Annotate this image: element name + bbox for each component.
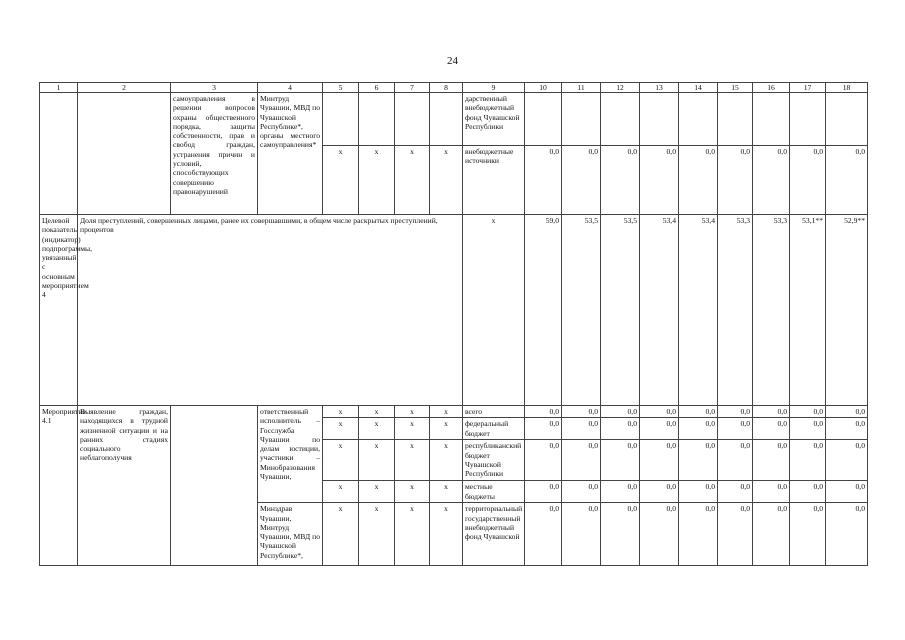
empty-cell	[171, 406, 258, 566]
table-cell: x	[359, 440, 395, 481]
value-cell: 0,0	[601, 406, 640, 418]
value-cell: 0,0	[525, 503, 562, 566]
header-cell: 11	[562, 83, 601, 93]
table-cell: x	[395, 146, 430, 215]
header-cell: 8	[430, 83, 463, 93]
table-row	[40, 93, 868, 146]
value-cell	[753, 93, 790, 146]
value-cell: 53,5	[562, 215, 601, 406]
value-cell: 0,0	[601, 503, 640, 566]
table-cell: x	[430, 440, 463, 481]
source-cell: местные бюджеты	[463, 481, 525, 503]
header-cell: 4	[258, 83, 323, 93]
value-cell: 0,0	[525, 440, 562, 481]
header-row	[40, 83, 868, 93]
value-cell: 0,0	[826, 146, 868, 215]
value-cell: 0,0	[753, 418, 790, 440]
value-cell: 0,0	[562, 481, 601, 503]
value-cell: 0,0	[718, 418, 753, 440]
value-cell: 0,0	[753, 406, 790, 418]
value-cell: 0,0	[640, 146, 679, 215]
value-cell: 0,0	[718, 481, 753, 503]
source-cell: федеральный бюджет	[463, 418, 525, 440]
value-cell: 0,0	[679, 406, 718, 418]
empty-cell	[40, 93, 78, 215]
value-cell: 53,3	[753, 215, 790, 406]
value-cell: 53,4	[640, 215, 679, 406]
executor-cell: ответственный исполнитель – Госслужба Чувашии по делам юстиции, участники – Минобразования Чувашии,	[258, 406, 323, 503]
table-cell: x	[395, 503, 430, 566]
header-cell: 1	[40, 83, 78, 93]
value-cell: 59,0	[525, 215, 562, 406]
header-cell: 16	[753, 83, 790, 93]
value-cell: 0,0	[525, 406, 562, 418]
header-cell: 14	[679, 83, 718, 93]
executor-cell: Минздрав Чувашии, Минтруд Чувашии, МВД по Чувашской Республике*,	[258, 503, 323, 566]
value-cell: 52,9**	[826, 215, 868, 406]
value-cell: 0,0	[562, 406, 601, 418]
value-cell: 0,0	[790, 146, 826, 215]
value-cell: 0,0	[640, 418, 679, 440]
value-cell: 53,1**	[790, 215, 826, 406]
table-cell: x	[323, 406, 359, 418]
table-cell: x	[359, 406, 395, 418]
value-cell: 0,0	[601, 146, 640, 215]
source-cell: внебюджетные источники	[463, 146, 525, 215]
value-cell: 0,0	[718, 503, 753, 566]
value-cell: 0,0	[640, 440, 679, 481]
value-cell: 0,0	[826, 481, 868, 503]
value-cell: 0,0	[753, 440, 790, 481]
table-cell: x	[430, 418, 463, 440]
header-cell: 3	[171, 83, 258, 93]
value-cell	[562, 93, 601, 146]
table-cell: x	[359, 418, 395, 440]
source-cell: республиканский бюджет Чувашской Республики	[463, 440, 525, 481]
value-cell: 0,0	[679, 418, 718, 440]
table-cell: x	[359, 146, 395, 215]
source-cell: x	[463, 215, 525, 406]
value-cell: 0,0	[601, 440, 640, 481]
page-number: 24	[447, 55, 458, 67]
value-cell: 0,0	[525, 146, 562, 215]
value-cell: 0,0	[753, 481, 790, 503]
header-cell: 6	[359, 83, 395, 93]
value-cell: 0,0	[640, 481, 679, 503]
value-cell	[601, 93, 640, 146]
table-cell: x	[323, 418, 359, 440]
header-cell: 9	[463, 83, 525, 93]
table-cell: x	[395, 406, 430, 418]
value-cell: 0,0	[790, 440, 826, 481]
value-cell: 0,0	[601, 481, 640, 503]
table-cell	[430, 93, 463, 146]
value-cell: 0,0	[718, 440, 753, 481]
value-cell	[679, 93, 718, 146]
value-cell: 0,0	[826, 503, 868, 566]
value-cell: 53,3	[718, 215, 753, 406]
header-cell: 17	[790, 83, 826, 93]
table-cell: x	[359, 503, 395, 566]
table-cell: x	[323, 481, 359, 503]
table-cell: x	[395, 418, 430, 440]
source-cell: территориальный государственный внебюджетный фонд Чувашской	[463, 503, 525, 566]
value-cell: 0,0	[525, 481, 562, 503]
value-cell: 0,0	[562, 146, 601, 215]
table-cell: x	[430, 406, 463, 418]
table-cell: x	[430, 146, 463, 215]
value-cell: 0,0	[718, 146, 753, 215]
header-cell: 5	[323, 83, 359, 93]
executor-cell: Минтруд Чувашии, МВД по Чувашской Республике*, органы местного самоуправления*	[258, 93, 323, 215]
source-cell: дарственный внебюджетный фонд Чувашской Республики	[463, 93, 525, 146]
value-cell: 0,0	[525, 418, 562, 440]
value-cell: 0,0	[826, 406, 868, 418]
header-cell: 2	[78, 83, 171, 93]
value-cell: 0,0	[790, 503, 826, 566]
value-cell: 0,0	[640, 406, 679, 418]
indicator-text: Доля преступлений, совершенных лицами, ранее их совершавшими, в общем числе раскрытых преступлений, процентов	[78, 215, 463, 406]
value-cell	[826, 93, 868, 146]
value-cell: 0,0	[562, 503, 601, 566]
value-cell: 0,0	[601, 418, 640, 440]
value-cell: 0,0	[640, 503, 679, 566]
description-cell: самоуправления в решении вопросов охраны общественного порядка, защиты собственности, прав и свобод граждан, устранения причин и условий, способствующих совершению правонарушений	[171, 93, 258, 215]
value-cell	[525, 93, 562, 146]
indicator-row	[40, 215, 868, 406]
header-cell: 15	[718, 83, 753, 93]
table-cell: x	[323, 503, 359, 566]
header-cell: 10	[525, 83, 562, 93]
value-cell: 0,0	[679, 503, 718, 566]
value-cell: 0,0	[826, 440, 868, 481]
source-cell: всего	[463, 406, 525, 418]
header-cell: 12	[601, 83, 640, 93]
measure-label: Мероприятие 4.1	[40, 406, 78, 566]
table-cell: x	[395, 481, 430, 503]
value-cell: 53,5	[601, 215, 640, 406]
empty-cell	[78, 93, 171, 215]
value-cell: 53,4	[679, 215, 718, 406]
value-cell: 0,0	[790, 481, 826, 503]
measure-description: Выявление граждан, находящихся в трудной жизненной ситуации и на ранних стадиях социального неблагополучия	[78, 406, 171, 566]
value-cell: 0,0	[679, 146, 718, 215]
table-cell	[323, 93, 359, 146]
value-cell: 0,0	[753, 503, 790, 566]
value-cell: 0,0	[790, 406, 826, 418]
value-cell: 0,0	[679, 440, 718, 481]
table-cell	[359, 93, 395, 146]
value-cell	[640, 93, 679, 146]
value-cell: 0,0	[790, 418, 826, 440]
header-cell: 18	[826, 83, 868, 93]
value-cell	[790, 93, 826, 146]
table-cell: x	[430, 481, 463, 503]
table-cell: x	[323, 146, 359, 215]
indicator-label: Целевой показатель (индикатор) подпрограммы, увязанный с основным мероприятием 4	[40, 215, 78, 406]
value-cell: 0,0	[718, 406, 753, 418]
value-cell: 0,0	[679, 481, 718, 503]
header-cell: 13	[640, 83, 679, 93]
table-cell: x	[359, 481, 395, 503]
value-cell: 0,0	[826, 418, 868, 440]
value-cell: 0,0	[753, 146, 790, 215]
value-cell	[718, 93, 753, 146]
value-cell: 0,0	[562, 440, 601, 481]
table-cell: x	[395, 440, 430, 481]
table-cell	[395, 93, 430, 146]
value-cell: 0,0	[562, 418, 601, 440]
table-row	[40, 406, 868, 418]
table-cell: x	[430, 503, 463, 566]
table-cell: x	[323, 440, 359, 481]
header-cell: 7	[395, 83, 430, 93]
budget-table	[39, 82, 868, 566]
